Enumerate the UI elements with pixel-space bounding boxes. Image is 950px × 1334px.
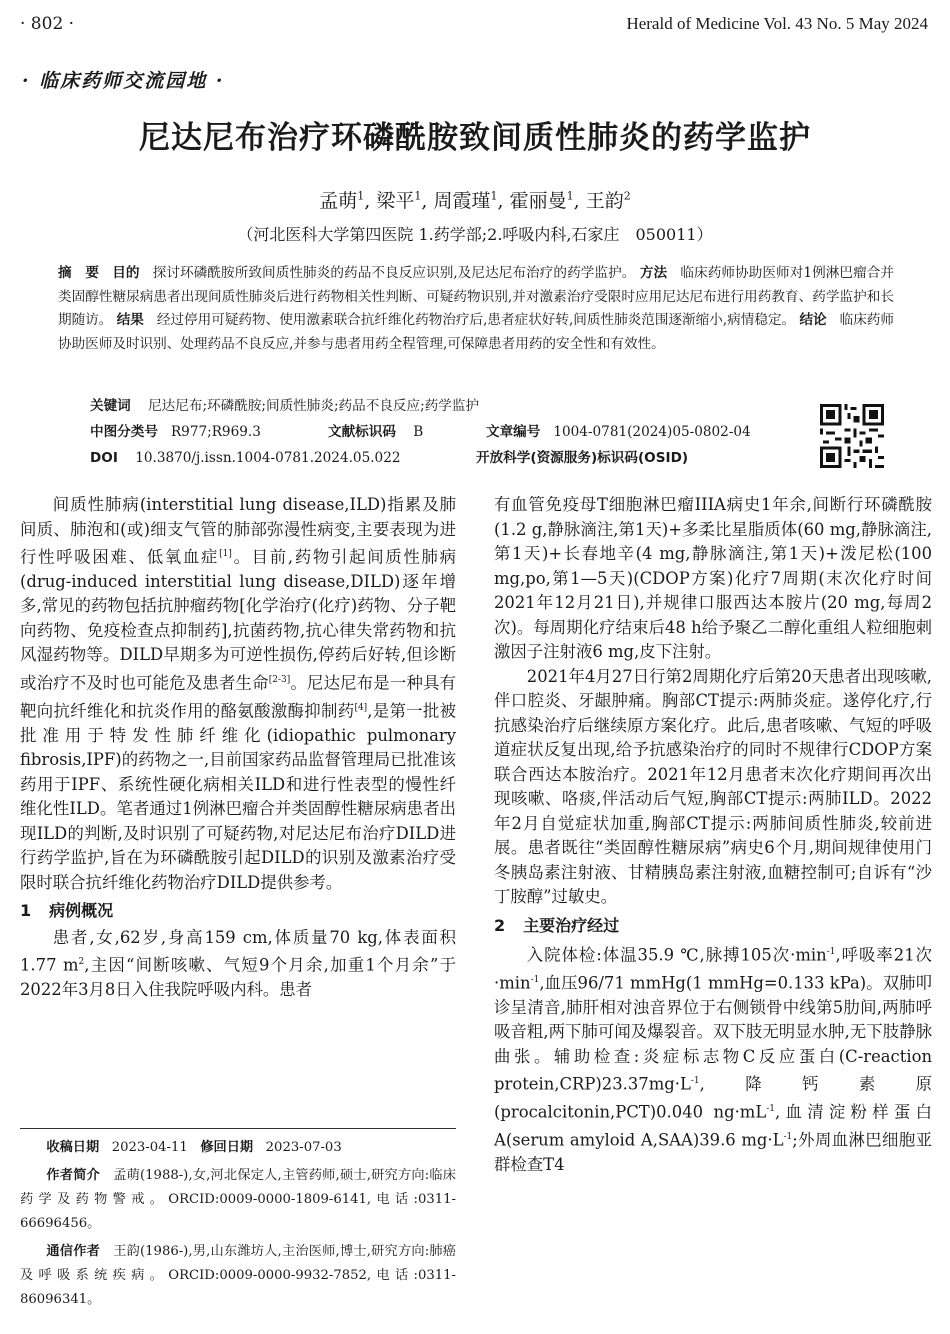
intro-text-2: 。目前,药物引起间质性肺病(drug-induced interstitial lung disease,DILD)逐年增多,常见的药物包括抗肿瘤药物[化学治疗(化疗)药物、分子靶向药物、免疫检查点抑制药],抗菌药物,抗心律失常药物和抗风湿药物等。DILD早期多为可逆性损伤,停药后好转,但诊断或治疗不及时也可能危及患者生命 — [20, 547, 456, 693]
conclusion-text: 临床药师协助医师及时识别、处理药品不良反应,并参与患者用药全程管理,可保障患者用药的安全性和有效性。 — [58, 312, 894, 352]
right-column — [494, 493, 932, 1178]
superscript: -1 — [783, 1132, 793, 1143]
superscript: -1 — [690, 1076, 700, 1087]
qr-code-icon[interactable] — [820, 404, 884, 468]
keywords-text: 尼达尼布;环磷酰胺;间质性肺炎;药品不良反应;药学监护 — [148, 398, 480, 414]
methods-text: 临床药师协助医师对1例淋巴瘤合并类固醇性糖尿病患者出现间质性肺炎后进行药物相关性判断、可疑药物识别,并对激素治疗受限时应用尼达尼布进行用药教育、药学监护和长期随访。 — [58, 265, 895, 328]
section-heading-1 — [20, 899, 456, 924]
footnote — [20, 1136, 456, 1316]
author-affil-mark: 1 — [490, 189, 498, 203]
admission-paragraph — [494, 940, 932, 1178]
intro-paragraph — [20, 493, 456, 895]
author-affil-mark: 1 — [566, 189, 574, 203]
paper-title: 尼达尼布治疗环磷酰胺致间质性肺炎的药学监护 — [139, 120, 811, 156]
article-no-label: 文章编号 — [486, 424, 541, 440]
methods-label: 方法 — [639, 265, 668, 281]
author-affil-mark: 1 — [357, 189, 365, 203]
doi-line — [90, 447, 401, 469]
osid-label: 开放科学(资源服务)标识码(OSID) — [476, 450, 689, 466]
admission-text-4: ,降钙素原(procalcitonin,PCT)0.040 ng·mL — [494, 1074, 932, 1122]
abstract-label: 摘 要 — [58, 265, 99, 281]
superscript: -1 — [766, 1104, 776, 1115]
author-bio-text: 孟萌(1988-),女,河北保定人,主管药师,硕士,研究方向:临床药学及药物警戒。ORCID:0009-0000-1809-6141,电话:0311-66696456。 — [20, 1168, 456, 1231]
revised-label: 修回日期 — [200, 1140, 254, 1155]
case-paragraph — [20, 926, 456, 1003]
author-affil-mark: 2 — [623, 189, 631, 203]
intro-text-3: 。尼达尼布是一种具有靶向抗纤维化和抗炎作用的酪氨酸激酶抑制药 — [20, 673, 457, 721]
citation[interactable]: [1] — [219, 549, 232, 559]
section-title: 主要治疗经过 — [523, 915, 620, 935]
keywords-label: 关键词 — [90, 398, 131, 414]
author-bio-label: 作者简介 — [46, 1168, 100, 1183]
author-name: 孟萌 — [319, 190, 358, 212]
admission-text-1: 入院体检:体温35.9 ℃,脉搏105次·min — [526, 945, 827, 965]
author-name: 霍丽曼 — [509, 190, 567, 212]
results-label: 结果 — [116, 312, 144, 328]
doc-code-value: B — [413, 424, 424, 440]
page-number: · 802 · — [20, 14, 75, 34]
corresponding-author — [20, 1240, 456, 1312]
course-paragraph: 2021年4月27日行第2周期化疗后第20天患者出现咳嗽,伴口腔炎、牙龈肿痛。胸部CT提示:两肺炎症。遂停化疗,行抗感染治疗后继续原方案化疗。此后,患者咳嗽、气短的呼吸道症状反复出现,给予抗感染治疗的同时不规律行CDOP方案联合西达本胺治疗。2021年12月患者末次化疗期间再次出现咳嗽、咯痰,伴活动后气短,胸部CT提示:两肺ILD。2022年2月自觉症状加重,胸部CT提示:两肺间质性肺炎,较前进展。患者既往“类固醇性糖尿病”病史6个月,期间规律使用门冬胰岛素注射液、甘精胰岛素注射液,血糖控制可;自诉有“沙丁胺醇”过敏史。 — [494, 666, 932, 906]
objective-text: 探讨环磷酰胺所致间质性肺炎的药品不良反应识别,及尼达尼布治疗的药学监护。 — [152, 265, 636, 281]
intro-text-4: ,是第一批被批准用于特发性肺纤维化(idiopathic pulmonary fibrosis,IPF)的药物之一,目前国家药品监督管理局已批准该药用于IPF、系统性硬化病相关ILD和进行性表型的慢性纤维化性ILD。笔者通过1例淋巴瘤合并类固醇性糖尿病患者出现ILD的判断,及时识别了可疑药物,对尼达尼布治疗DILD进行药学监护,旨在为环磷酰胺引起DILD的识别及激素治疗受限时联合抗纤维化药物治疗DILD提供参考。 — [20, 701, 457, 892]
doi-value: 10.3870/j.issn.1004-0781.2024.05.022 — [135, 450, 401, 466]
clc-line — [90, 421, 261, 443]
author-bio — [20, 1164, 456, 1236]
history-paragraph: 有血管免疫母T细胞淋巴瘤IIIA病史1年余,间断行环磷酰胺(1.2 g,静脉滴注,第1天)+多柔比星脂质体(60 mg,静脉滴注,第1天)+长春地辛(4 mg,静脉滴注,第1天)+泼尼松(100 mg,po,第1—5天)(CDOP方案)化疗7周期(末次化疗时间2021年12月21日),并规律口服西达本胺片(20 mg,每周2次)。每周期化疗结束后48 h给予聚乙二醇化重组人粒细胞刺激因子注射液6 mg,皮下注射。 — [494, 495, 932, 661]
case-text-2: ,主因“间断咳嗽、气短9个月余,加重1个月余”于2022年3月8日入住我院呼吸内科。患者 — [20, 955, 456, 1000]
received-label: 收稿日期 — [46, 1140, 100, 1155]
section-title: 病例概况 — [49, 901, 114, 921]
author-name: 王韵 — [585, 190, 624, 212]
section-heading-2 — [494, 914, 932, 939]
section-number: 2 — [494, 915, 506, 935]
case-text-1: 患者,女,62岁,身高159 cm,体质量70 kg,体表面积1.77 m — [20, 927, 456, 975]
clc-label: 中图分类号 — [90, 424, 158, 440]
superscript: -1 — [530, 974, 540, 985]
osid-line — [476, 447, 688, 469]
article-no-value: 1004-0781(2024)05-0802-04 — [553, 424, 751, 440]
keywords-line — [90, 395, 730, 417]
footnote-divider — [20, 1128, 456, 1129]
objective-label: 目的 — [112, 265, 140, 281]
admission-text-3: ,血压96/71 mmHg(1 mmHg=0.133 kPa)。双肺叩诊呈清音,肺肝相对浊音界位于右侧锁骨中线第5肋间,两肺呼吸音粗,两下肺可闻及爆裂音。双下肢无明显水肿,无下肢静脉曲张。辅助检查:炎症标志物C反应蛋白(C-reaction protein,CRP)23.37mg·L — [494, 973, 932, 1094]
section-number: 1 — [20, 901, 32, 921]
author-list: 孟萌$^1$, 梁平$^1$, 周霞瑾$^1$, 霍丽曼$^1$, 王韵$^2$ — [319, 189, 631, 212]
admission-text-5: ,血清淀粉样蛋白A(serum amyloid A,SAA)39.6 mg·L — [494, 1102, 932, 1150]
doc-code-line — [328, 421, 423, 443]
affiliation: （河北医科大学第四医院 1.药学部;2.呼吸内科,石家庄 050011） — [237, 225, 713, 244]
results-text: 经过停用可疑药物、使用激素联合抗纤维化药物治疗后,患者症状好转,间质性肺炎范围逐渐缩小,病情稳定。 — [156, 312, 796, 328]
citation[interactable]: [2-3] — [268, 674, 291, 685]
superscript: -1 — [826, 947, 836, 957]
corr-text: 王韵(1986-),男,山东潍坊人,主治医师,博士,研究方向:肺癌及呼吸系统疾病。ORCID:0009-0000-9932-7852,电话:0311-86096341。 — [20, 1244, 456, 1307]
admission-text-2: ,呼吸率21次·min — [494, 945, 932, 993]
doi-label: DOI — [90, 450, 118, 466]
conclusion-label: 结论 — [799, 312, 827, 328]
citation[interactable]: [4] — [354, 702, 368, 713]
dates-line — [20, 1136, 456, 1160]
author-name: 周霞瑾 — [433, 190, 491, 212]
superscript: 2 — [78, 957, 85, 968]
abstract — [58, 262, 894, 356]
author-name: 梁平 — [376, 190, 415, 212]
doc-code-label: 文献标识码 — [328, 424, 396, 440]
section-tag: · 临床药师交流园地 · — [22, 70, 225, 92]
clc-value: R977;R969.3 — [170, 424, 261, 440]
journal-header: Herald of Medicine Vol. 43 No. 5 May 2024 — [626, 14, 928, 33]
received-date: 2023-04-11 — [111, 1140, 188, 1155]
revised-date: 2023-07-03 — [265, 1140, 342, 1155]
intro-text-1: 间质性肺病(interstitial lung disease,ILD)指累及肺间质、肺泡和(或)细支气管的肺部弥漫性病变,主要表现为进行性呼吸困难、低氧血症 — [20, 495, 456, 567]
left-column — [20, 493, 456, 1003]
article-no-line — [486, 421, 751, 443]
admission-text-6: ;外周血淋巴细胞亚群检查T4 — [494, 1130, 932, 1175]
author-affil-mark: 1 — [414, 189, 422, 203]
corr-label: 通信作者 — [46, 1244, 100, 1259]
